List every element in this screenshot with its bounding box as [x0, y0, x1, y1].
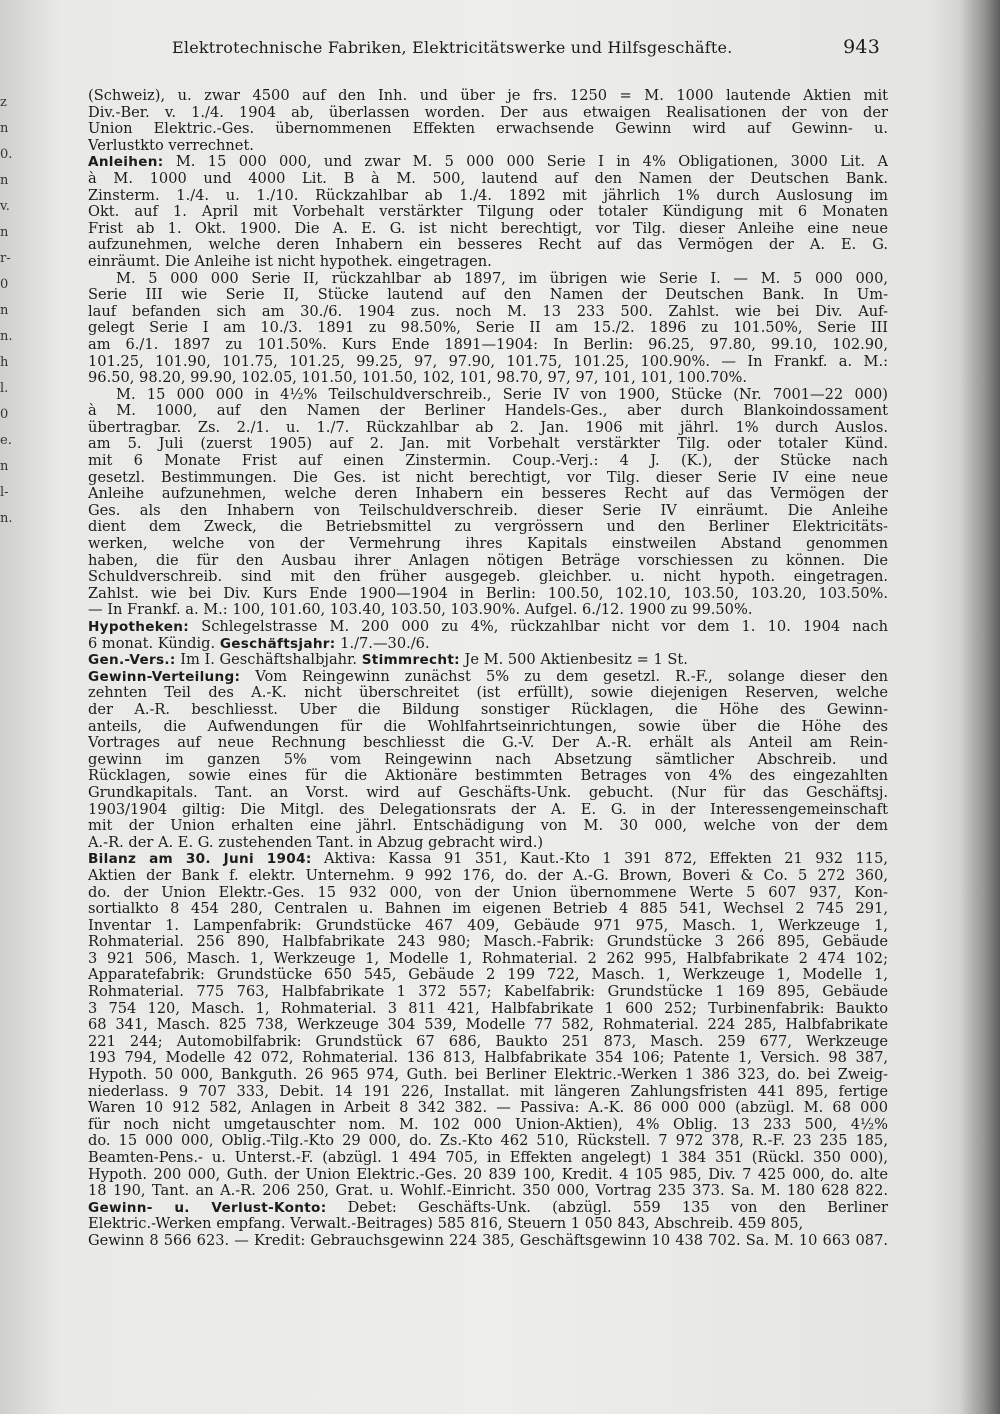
- margin-fragment: n: [0, 173, 9, 188]
- text-line: Elektric.-Werken empfang. Verwalt.-Beitrages) 585 816, Steuern 1 050 843, Abschreib. 459 805,: [88, 1216, 804, 1233]
- text-line: werken, welche von der Vermehrung ihres Kapitals einstweilen Abstand genommen: [88, 536, 888, 553]
- page-number: 943: [843, 36, 880, 58]
- margin-fragment: n: [0, 459, 9, 474]
- text-line: (Schweiz), u. zwar 4500 auf den Inh. und über je frs. 1250 = M. 1000 lautende Aktien mit: [88, 88, 888, 104]
- text-line: — In Frankf. a. M.: 100, 101.60, 103.40, 103.50, 103.90%. Aufgel. 6./12. 1900 zu 99.50%.: [88, 602, 753, 619]
- section-keyword: Gewinn-Verteilung:: [88, 668, 241, 685]
- text-line: Bilanz am 30. Juni 1904: Aktiva: Kassa 91 351, Kaut.-Kto 1 391 872, Effekten 21 932 115,: [88, 851, 888, 868]
- section-keyword: Gen.-Vers.:: [88, 652, 176, 669]
- section-keyword: Bilanz am 30. Juni 1904:: [88, 851, 312, 868]
- margin-fragment: 0: [0, 277, 9, 292]
- text-line: einräumt. Die Anleihe ist nicht hypothek. eingetragen.: [88, 253, 492, 270]
- margin-fragment: n.: [0, 511, 13, 526]
- text-line: Anleihen: M. 15 000 000, und zwar M. 5 000 000 Serie I in 4% Obligationen, 3000 Lit. A: [88, 154, 888, 171]
- text-line: Apparatefabrik: Grundstücke 650 545, Gebäude 2 199 722, Masch. 1, Werkzeuge 1, Modelle 1,: [88, 967, 888, 984]
- section-keyword: Stimmrecht:: [361, 652, 460, 669]
- binding-shadow: [960, 0, 1000, 1414]
- text-line: Ges. als den Inhabern von Teilschuldverschreib. dieser Serie IV einräumt. Die Anleihe: [88, 502, 888, 519]
- text-line: niederlass. 9 707 333, Debit. 14 191 226, Installat. mit längeren Zahlungsfristen 441 895, fertige: [88, 1083, 888, 1100]
- text-line: Rohmaterial. 775 763, Halbfabrikate 1 372 557; Kabelfabrik: Grundstücke 1 169 895, Gebäude: [88, 984, 888, 1001]
- text-line: A.-R. der A. E. G. zustehenden Tant. in Abzug gebracht wird.): [88, 834, 544, 851]
- section-keyword: Gewinn- u. Verlust-Konto:: [88, 1199, 327, 1216]
- text-line: M. 5 000 000 Serie II, rückzahlbar ab 1897, im übrigen wie Serie I. — M. 5 000 000,: [116, 270, 888, 287]
- margin-fragment: r-: [0, 251, 11, 266]
- text-line: gelegt Serie I am 10./3. 1891 zu 98.50%, Serie II am 15./2. 1896 zu 101.50%, Serie III: [88, 320, 888, 337]
- text-line: Zahlst. wie bei Div. Kurs Ende 1900—1904 in Berlin: 100.50, 102.10, 103.50, 103.20, 103.50%.: [88, 585, 888, 602]
- margin-fragment: l.: [0, 381, 9, 396]
- text-line: do. der Union Elektr.-Ges. 15 932 000, von der Union übernommene Werte 5 607 937, Kon-: [88, 884, 888, 901]
- text-line: Hypotheken: Schlegelstrasse M. 200 000 zu 4%, rückzahlbar nicht vor dem 1. 10. 1904 nach: [88, 619, 888, 635]
- text-line: am 5. Juli (zuerst 1905) auf 2. Jan. mit Vorbehalt verstärkter Tilg. oder totaler Künd.: [88, 436, 888, 453]
- text-line: haben, die für den Ausbau ihrer Anlagen nötigen Beträge vorschiessen zu können. Die: [88, 552, 888, 569]
- text-line: Inventar 1. Lampenfabrik: Grundstücke 467 409, Gebäude 971 975, Masch. 1, Werkzeuge 1,: [88, 917, 888, 934]
- text-line: Frist ab 1. Okt. 1900. Die A. E. G. ist nicht berechtigt, vor Tilg. dieser Anleihe eine neue: [88, 220, 888, 237]
- text-line: am 6./1. 1897 zu 101.50%. Kurs Ende 1891—1904: In Berlin: 96.25, 97.80, 99.10, 102.90,: [88, 336, 888, 353]
- margin-fragment: l-: [0, 485, 9, 500]
- margin-fragment: h: [0, 355, 9, 370]
- text-line: anteils, die Aufwendungen für die Wohlfahrtseinrichtungen, sowie über die Höhe des: [88, 718, 888, 735]
- margin-fragment: 0: [0, 407, 9, 422]
- section-keyword: Anleihen:: [88, 154, 164, 171]
- text-line: Rohmaterial. 256 890, Halbfabrikate 243 980; Masch.-Fabrik: Grundstücke 3 266 895, Gebäude: [88, 934, 888, 951]
- margin-fragment: n: [0, 121, 9, 136]
- body-text: [88, 88, 888, 1250]
- text-line: à M. 1000 und 4000 Lit. B à M. 500, lautend auf den Namen der Deutschen Bank.: [88, 170, 888, 187]
- text-line: zehnten Teil des A.-K. nicht überschreitet (ist erfüllt), sowie diejenigen Reserven, welche: [88, 685, 888, 702]
- text-line: der A.-R. beschliesst. Über die Bildung sonstiger Rücklagen, die Höhe des Gewinn-: [88, 701, 888, 718]
- text-line: Schuldverschreib. sind mit den früher ausgegeb. gleichber. u. nicht hypoth. eingetragen.: [88, 569, 888, 586]
- text-line: Gewinn-Verteilung: Vom Reingewinn zunächst 5% zu dem gesetzl. R.-F., solange dieser den: [88, 668, 888, 685]
- text-line: Aktien der Bank f. elektr. Unternehm. 9 992 176, do. der A.-G. Brown, Boveri & Co. 5 272 360,: [88, 867, 888, 884]
- section-keyword: Hypotheken:: [88, 619, 190, 635]
- text-line: 221 244; Automobilfabrik: Grundstück 67 686, Baukto 251 873, Masch. 259 677, Werkzeuge: [88, 1033, 888, 1050]
- header-title: Elektrotechnische Fabriken, Elektricitätswerke und Hilfsgeschäfte.: [172, 38, 733, 57]
- margin-fragment: z: [0, 95, 7, 110]
- text-line: 193 794, Modelle 42 072, Rohmaterial. 136 813, Halbfabrikate 354 106; Patente 1, Versich. 98 387,: [88, 1050, 888, 1067]
- section-keyword: Geschäftsjahr:: [219, 635, 336, 652]
- margin-fragment: e.: [0, 433, 12, 448]
- text-line: lauf befanden sich am 30./6. 1904 zus. noch M. 13 233 500. Zahlst. wie bei Div. Auf-: [88, 303, 888, 320]
- text-line: 3 921 506, Masch. 1, Werkzeuge 1, Modelle 1, Rohmaterial. 2 262 995, Halbfabrikate 2 474 102;: [88, 950, 888, 967]
- text-line: dient dem Zweck, die Betriebsmittel zu vergrössern und den Berliner Elektricitäts-: [88, 519, 888, 536]
- running-header: [150, 36, 880, 62]
- text-line: à M. 1000, auf den Namen der Berliner Handels-Ges., aber durch Blankoindossament: [88, 403, 888, 420]
- text-line: 1903/1904 giltig: Die Mitgl. des Delegationsrats der A. E. G. in der Interessengemeinschaft: [88, 801, 888, 818]
- text-line: Grundkapitals. Tant. an Vorst. wird auf Geschäfts-Unk. gebucht. (Nur für das Geschäftsj.: [88, 784, 888, 801]
- text-line: Union Elektric.-Ges. übernommenen Effekten erwachsende Gewinn wird auf Gewinn- u.: [88, 121, 888, 138]
- text-line: Verlustkto verrechnet.: [88, 137, 254, 154]
- text-line: Gewinn 8 566 623. — Kredit: Gebrauchsgewinn 224 385, Geschäftsgewinn 10 438 702. Sa. M. 10 663 087.: [88, 1232, 888, 1249]
- text-line: Zinsterm. 1./4. u. 1./10. Rückzahlbar ab 1./4. 1892 mit jährlich 1% durch Auslosung im: [88, 187, 888, 204]
- text-line: 3 754 120, Masch. 1, Rohmaterial. 3 811 421, Halbfabrikate 1 600 252; Turbinenfabrik: Baukto: [88, 1000, 888, 1017]
- text-line: Vortrages auf neue Rechnung beschliesst die G.-V. Der A.-R. erhält als Anteil am Rein-: [88, 735, 888, 752]
- text-line: Beamten-Pens.- u. Unterst.-F. (abzügl. 1 494 705, in Effekten angelegt) 1 384 351 (Rückl. 350 000),: [88, 1150, 888, 1166]
- text-line: Hypoth. 200 000, Guth. der Union Elektric.-Ges. 20 839 100, Kredit. 4 105 985, Div. 7 425 000, do. alte: [88, 1166, 888, 1183]
- text-line: mit 6 Monate Frist auf einen Zinstermin. Coup.-Verj.: 4 J. (K.), der Stücke nach: [88, 453, 888, 470]
- text-line: gesetzl. Bestimmungen. Die Ges. ist nicht berechtigt, vor Tilg. dieser Serie IV eine neue: [88, 469, 888, 486]
- text-line: 101.25, 101.90, 101.75, 101.25, 99.25, 97, 97.90, 101.75, 101.25, 100.90%. — In Frankf. a. M.:: [88, 353, 888, 370]
- text-line: Serie III wie Serie II, Stücke lautend auf den Namen der Deutschen Bank. In Um-: [88, 287, 888, 304]
- text-line: M. 15 000 000 in 4½% Teilschuldverschreib., Serie IV von 1900, Stücke (Nr. 7001—22 000): [116, 386, 888, 403]
- margin-fragment: 0.: [0, 147, 13, 162]
- margin-fragment: n.: [0, 329, 13, 344]
- text-line: Okt. auf 1. April mit Vorbehalt verstärkter Tilgung oder totaler Kündigung mit 6 Monaten: [88, 204, 888, 221]
- text-line: sortialkto 8 454 280, Centralen u. Bahnen im eigenen Betrieb 4 885 541, Wechsel 2 745 291,: [88, 901, 888, 918]
- text-line: 6 monat. Kündig. Geschäftsjahr: 1./7.—30./6.: [88, 635, 430, 652]
- text-line: gewinn im ganzen 5% vom Reingewinn nach Absetzung sämtlicher Abschreib. und: [88, 751, 888, 768]
- text-line: Waren 10 912 582, Anlagen in Arbeit 8 342 382. — Passiva: A.-K. 86 000 000 (abzügl. M. 68 000: [88, 1100, 888, 1117]
- margin-fragment: n: [0, 225, 9, 240]
- text-line: Gen.-Vers.: Im I. Geschäftshalbjahr. Stimmrecht: Je M. 500 Aktienbesitz = 1 St.: [88, 652, 688, 669]
- text-line: do. 15 000 000, Oblig.-Tilg.-Kto 29 000, do. Zs.-Kto 462 510, Rückstell. 7 972 378, R.-F. 23 235 185,: [88, 1133, 888, 1150]
- text-line: Gewinn- u. Verlust-Konto: Debet: Geschäfts-Unk. (abzügl. 559 135 von den Berliner: [88, 1199, 888, 1216]
- text-line: Anleihe aufzunehmen, welche deren Inhabern ein besseres Recht auf das Vermögen der: [88, 486, 888, 503]
- text-line: Rücklagen, sowie eines für die Aktionäre bestimmten Betrages von 4% des eingezahlten: [88, 768, 888, 785]
- text-line: Div.-Ber. v. 1./4. 1904 ab, überlassen worden. Der aus etwaigen Realisationen der von der: [88, 104, 888, 121]
- text-line: übertragbar. Zs. 2./1. u. 1./7. Rückzahlbar ab 2. Jan. 1906 mit jährl. 1% durch Auslos.: [88, 419, 888, 436]
- text-line: für noch nicht umgetauschter nom. M. 102 000 Union-Aktien), 4% Oblig. 13 233 500, 4½%: [88, 1116, 888, 1133]
- text-line: Hypoth. 50 000, Bankguth. 26 965 974, Guth. bei Berliner Elektric.-Werken 1 386 323, do. bei Zweig-: [88, 1067, 888, 1084]
- text-line: mit der Union erhalten eine jährl. Entschädigung von M. 30 000, welche von der dem: [88, 818, 888, 835]
- margin-fragment: n: [0, 303, 9, 318]
- margin-fragment: v.: [0, 199, 10, 214]
- text-line: aufzunehmen, welche deren Inhabern ein besseres Recht auf das Vermögen der A. E. G.: [88, 237, 888, 254]
- text-line: 96.50, 98.20, 99.90, 102.05, 101.50, 101.50, 102, 101, 98.70, 97, 97, 101, 101, 100.70%.: [88, 370, 748, 387]
- text-line: 68 341, Masch. 825 738, Werkzeuge 304 539, Modelle 77 582, Rohmaterial. 224 285, Halbfabrikate: [88, 1017, 888, 1034]
- text-line: 18 190, Tant. an A.-R. 206 250, Grat. u. Wohlf.-Einricht. 350 000, Vortrag 235 373. Sa. M. 180 628 822.: [88, 1183, 888, 1200]
- left-margin-fragments: [0, 90, 14, 810]
